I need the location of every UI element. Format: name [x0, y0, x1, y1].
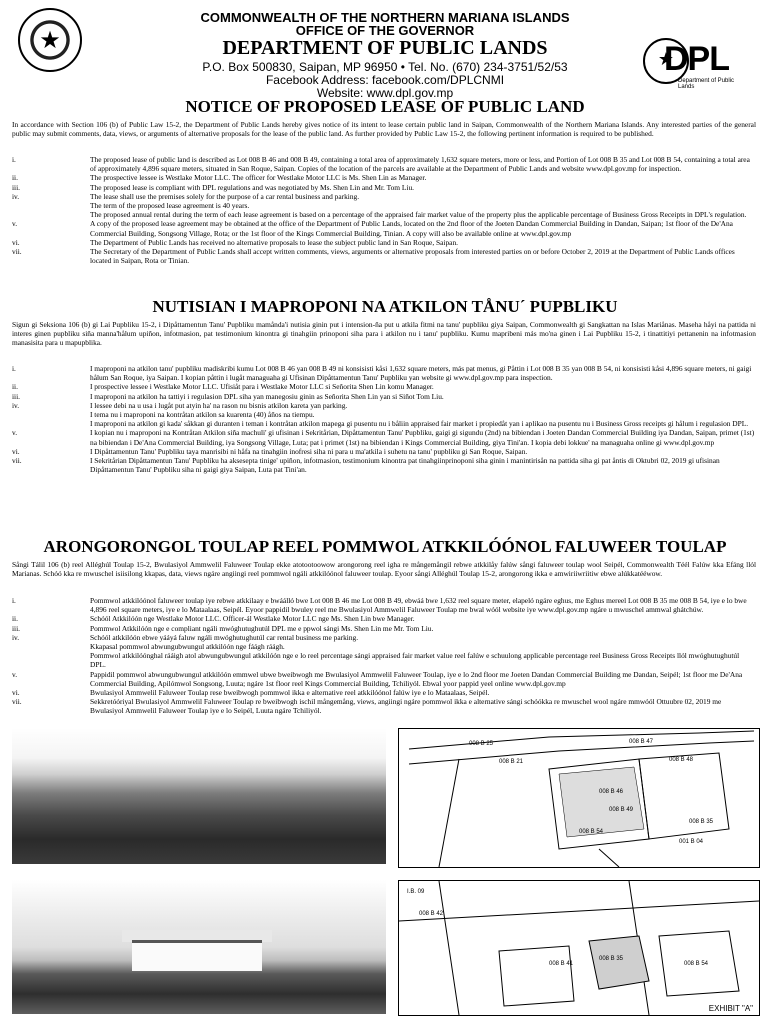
parcel-label: 008 B 25	[469, 741, 494, 747]
chamorro-item	[12, 364, 756, 382]
item-number: ii.	[12, 614, 18, 624]
carolinian-title: ARONGORONGOL TOULAP REEL POMMWOL ATKKILÓÓNOL FALUWEER TOULAP	[43, 537, 727, 556]
item-number: iii.	[12, 623, 21, 633]
item-number	[12, 410, 90, 419]
item-text: Schóól atkkilóón ebwe yááyá faluw ngáli mwóghutughutúl car rental business me parking.	[90, 632, 359, 642]
parcel-map-2	[398, 880, 760, 1016]
chamorro-item	[12, 410, 756, 419]
item-number: i.	[12, 155, 16, 164]
english-item	[12, 201, 756, 210]
item-text: A copy of the proposed lease agreement may be obtained at the office of the Department of Public Lands, located on the 2nd floor of the Joeten Dandan Commercial Building in Dandan, Saipan; 1st floor of the De'Ana Commercial Building, Songsong Village, Rota; or the 1st floor of the Kings Commercial Building, Tinian. A copy will also be available online at www.dpl.gov.mp	[90, 219, 733, 238]
parcel-label: 008 B 47	[629, 739, 654, 745]
item-text: Sekkretóóriyal Bwulasiyol Ammwelil Faluweer Toulap re bweibwogh ischil mångemång, views, angiingi ngáre pommwol ikka e alternative sángi schóókka re mwuschel wool ngáre mmwóól Ottuubre 02, 2019 me Bwulasiyol Ammwelil Faluweer Toulap iye e lo Seipél, Luuta ngáre Tchiliyól.	[90, 697, 722, 716]
item-number: vii.	[12, 697, 22, 707]
item-text: I tema nu i maproponi na kontråtan atkilon sa kuarenta (40) åños na tiempu.	[90, 410, 315, 420]
item-text: I Sekritårian Dipåttamentun Tanu' Pupbliku ha aksesepta tinige' upiñon, infotmasion, testimonium kinontra pat tinahgiinprinoponi siha ginin i manintirisån na pattida siha gi pat åntis di Oktubri 02, 2019 gi ufisinan Dipåttamentun Tanu' Pupbliku siha ni gaigi giya Saipan, Luta pat Tini'an.	[90, 456, 720, 475]
parcel-label: 008 B 35	[689, 819, 714, 825]
item-text: The prospective lessee is Westlake Motor LLC. The officer for Westlake Motor LLC is Ms. Shen Lin as Manager.	[90, 173, 427, 183]
parcel-label: 008 B 54	[684, 961, 709, 967]
carolinian-item	[12, 670, 756, 688]
carolinian-item	[12, 697, 756, 715]
item-text: Pommwol Atkkilóón nge e compliant ngáli mwóghutughutúl DPL me e ppwol sángi Ms. Shen Lin me Mr. Tom Liu.	[90, 623, 434, 633]
item-text: Pappidil pommwol abwungubwungul atkkilóón emmwel ubwe bweibwogh me Bwulasiyol Ammwelil Faluweer Toulap, iye e lo 2nd floor me Joeten Dandan Commercial Building me Dandan, Seipél; 1st floor me De'Ana Commercial Building, Apilómwol Songsong, Luuta; ngáre 1st floor reel Kings Commercial Building, Tchiliyól. Ebwal yoor pappid yeel online www.dpl.gov.mp	[90, 669, 743, 688]
item-text: I maproponi na atkilon ha tattiyi i regulasion DPL siha yan manegosiu ginin as Señorita Shen Lin yan si Siñot Tom Liu.	[90, 391, 444, 401]
item-number: iv.	[12, 632, 20, 642]
dpl-logo-text: DPL	[664, 40, 729, 78]
parcel-label: 001 B 04	[679, 839, 704, 845]
item-text: The proposed lease of public land is described as Lot 008 B 46 and 008 B 49, containing a total area of approximately 1,632 square meters, more or less, and Portion of Lot 008 B 35 and Lot 008 B 54, containing a total area of approximately 4,896 square meters, situated in San Roque, Saipan. Copies of the location of the parcels are available at the Department of Public Lands and website www.dpl.gov.mp for inspection.	[90, 155, 750, 174]
item-number: vi.	[12, 688, 20, 698]
carolinian-item	[12, 688, 756, 697]
carolinian-item	[12, 624, 756, 633]
department-heading: DEPARTMENT OF PUBLIC LANDS	[222, 37, 548, 59]
chamorro-item	[12, 456, 756, 474]
item-text: The proposed lease is compliant with DPL regulations and was negotiated by Ms. Shen Lin and Mr. Tom Liu.	[90, 182, 415, 192]
facebook-address: Facebook Address: facebook.com/DPLCNMI	[265, 73, 505, 87]
chamorro-item	[12, 392, 756, 401]
item-number: vii.	[12, 456, 22, 466]
item-text: The proposed annual rental during the term of each lease agreement is based on a percentage of the appraised fair market value of the property plus the applicable percentage of Business Gross Receipts in DPL's regulation.	[90, 210, 747, 220]
parcel-label: 008 B 48	[669, 757, 694, 763]
office-heading: OFFICE OF THE GOVERNOR	[295, 23, 475, 38]
building-wall	[132, 940, 262, 971]
item-number: i.	[12, 596, 16, 605]
chamorro-item	[12, 447, 756, 456]
item-text: I prospective lessee i Westlake Motor LLC. Ufisiåt para i Westlake Motor LLC si Señorita Shen Lin komu Manager.	[90, 382, 434, 392]
english-item	[12, 173, 756, 182]
item-text: Bwulasiyol Ammwelil Faluweer Toulap rese bweibwogh pommwol ikka e alternative reel atkkilóónol falúw iye e lo Mataalaas, Seipél.	[90, 688, 490, 698]
item-text: Pommwol atkkilóónol faluweer toulap iye rebwe atkkilaay e bwáálló bwe Lot 008 B 46 me Lot 008 B 49, ebwáá bwe 1,632 reel square meter, elapeló ngáre eghus, me Eghus mereel Lot 008 B 35 me 008 B 54, iye e lo bwe 4,896 reel square meters, iye e lo Mataalaas, Seipél. Eyoor pappidil bwuley reel me Bwulasiyol Ammwelil Faluweer Toulap me bwal wóól website iye www.dpl.gov.mp ngáre u mwuschel ammwal ghátchúw.	[90, 596, 747, 615]
carolinian-items	[12, 596, 756, 716]
dpl-logo	[640, 38, 740, 90]
parcel-label: 008 B 54	[579, 829, 604, 835]
item-number: v.	[12, 669, 18, 679]
item-text: I Dipåttamentun Tanu' Pupbliku taya manrisibi ni håfa na tinahgiin inofresi siha ni para u ma'atkila i suhetu na tanu' pupbliku gi San Roque, Saipan.	[90, 446, 528, 456]
item-number	[12, 210, 90, 219]
parcel-label: 008 B 49	[609, 807, 634, 813]
chamorro-title: NUTISIAN I MAPROPONI NA ATKILON TÅNU´ PUPBLIKU	[152, 297, 618, 316]
parcel-label: 008 B 21	[499, 759, 524, 765]
item-number: iv.	[12, 400, 20, 410]
item-number	[12, 642, 90, 651]
item-number	[12, 419, 90, 428]
parcel-label: 008 B 35	[599, 956, 624, 962]
english-items	[12, 155, 756, 265]
carolinian-item	[12, 596, 756, 614]
commonwealth-heading: COMMONWEALTH OF THE NORTHERN MARIANA ISLANDS	[200, 10, 570, 25]
item-text: I kopian nu i maproponi na Kontråtan Atkilon siña machuli' gi ufisinan i Sekritårian, Dipåttamentun Tanu' Pupbliku, gaigi gi sigundu (2nd) na bibiendan i Joeten Dandan Commercial Building iya Dandan, Saipan, primet (1st) na bibiendan i De'Ana Commercial Building, iya Songsong Village, Luta; pat i primet (1st) na bibiendan i Kings Commercial Building, giya Tini'an. I kopia debi lokkue' na managuaha online gi www.dpl.gov.mp	[90, 428, 755, 447]
english-item	[12, 210, 756, 219]
parcel-map-1-drawing	[399, 729, 759, 867]
carolinian-item	[12, 651, 756, 669]
item-number: ii.	[12, 382, 18, 392]
site-photo-shoreline	[12, 728, 386, 864]
item-number: vi.	[12, 446, 20, 456]
parcel-label: I.B. 09	[407, 889, 425, 895]
chamorro-intro: Sigun gi Seksiona 106 (b) gi Lai Pupbliku 15-2, i Dipåttamentun Tanu' Pupbliku mamånda'i nutisia ginin put i intension-ña put u atkila fitmi na tanu' pupbliku giya Saipan, Commonwealth gi Sangkattan na Islas Mariånas. Maseha håyi na pattida ni interes ginen pupbliku siña manna'hålum upiñon, infotmasion, pat testimonium kinontra gi tinahgiin prinoponi siha para i atkilon nu i tanu' pupbliku. Kumu mapribeni más mo'na ginen i Lai Pupbliku 15-2, i tinattitiyi pettanenin na infotmasion manasisita para u mapupblika.	[12, 320, 756, 348]
carolinian-item	[12, 642, 756, 651]
english-item	[12, 192, 756, 201]
english-item	[12, 219, 756, 237]
item-text: I lessee debi na u usa i lugåt put atyin ha' na rason nu bisnis atkilon kareta yan parking.	[90, 400, 348, 410]
parcel-label: 008 B 41	[549, 961, 574, 967]
carolinian-item	[12, 614, 756, 623]
item-number: v.	[12, 219, 18, 229]
item-number: vi.	[12, 237, 20, 247]
exhibit-label: EXHIBIT "A"	[708, 1004, 753, 1013]
chamorro-item	[12, 382, 756, 391]
item-text: I maproponi na atkilon tanu' pupbliku madiskribi kumu Lot 008 B 46 yan 008 B 49 ni konsisisti kåsi 1,632 square meters, más pat menus, gi Påttin i Lot 008 B 35 yan 008 B 54, ni konsisisti kåsi 4,896 square meters, ni gaigi hålum San Roque, iya Saipan. I kopian påttin i lugåt managuaha gi Ufisinan Dipåttamentun Tanu' Pupbliku yan website gi www.dpl.gov.mp para inspection.	[90, 364, 752, 383]
chamorro-item	[12, 401, 756, 410]
english-item	[12, 155, 756, 173]
english-title: NOTICE OF PROPOSED LEASE OF PUBLIC LAND	[185, 97, 585, 116]
item-number: ii.	[12, 173, 18, 183]
item-number	[12, 651, 90, 669]
carolinian-intro: Sångi Tálil 106 (b) reel Alléghúl Toulap 15-2, Bwulasiyol Ammwelil Faluweer Toulap ekke atotootoowow arongorong reel igha re mångemångil rebwe atkkilåy falúw sångi faluweer toulap wool Seipél, Commonwealth Téél Falúw kka Efáng llól Marianas. Schóó kka re mwuschel isiisilong kkapas, data, views ngáre angiingi reel pommwol ngáli atkkilóónol faluweer toulap. Eyoor sångi Alléghúl Toulap 15-2, arongorong ikka e amwiriiwriitiw ebwe alúkkatééwow.	[12, 560, 756, 579]
parcel-map-2-drawing	[399, 881, 759, 1015]
item-text: Schóól Atkkilóón nge Westlake Motor LLC. Officer-ál Westlake Motor LLC nge Ms. Shen Lin bwe Manager.	[90, 614, 415, 624]
english-item	[12, 183, 756, 192]
website-address: Website: www.dpl.gov.mp	[316, 86, 454, 100]
chamorro-item	[12, 428, 756, 446]
english-intro: In accordance with Section 106 (b) of Public Law 15-2, the Department of Public Lands hereby gives notice of its intent to lease certain public land in Saipan, Commonwealth of the Northern Mariana Islands. Any interested parties of the general public may submit comments, data, views, or arguments of alternative proposals for the lease of the public land. As further provided by Public Law 15-2, the following pertinent information is required to be published.	[12, 120, 756, 139]
english-item	[12, 247, 756, 265]
chamorro-item	[12, 419, 756, 428]
site-photo-building	[12, 880, 386, 1014]
parcel-map-1	[398, 728, 760, 868]
item-number: i.	[12, 364, 16, 373]
item-text: Kkapasal pommwol abwungubwungul atkkilóón nge fáágh ráágh.	[90, 642, 285, 652]
item-text: I maproponi na atkilon gi kada' såkkan gi duranten i teman i kontråtan atkilon mapega gi pusentu nu i båliin appraised fair market i propiedåt yan i aplikao na pusentu nu i Business Gross receipts gi hålum i regulasion DPL.	[90, 419, 749, 429]
item-text: The lease shall use the premises solely for the purpose of a car rental business and parking.	[90, 191, 360, 201]
item-number	[12, 201, 90, 210]
contact-address: P.O. Box 500830, Saipan, MP 96950 • Tel. No. (670) 234-3751/52/53	[202, 60, 568, 74]
item-number: vii.	[12, 247, 22, 257]
item-text: The Department of Public Lands has received no alternative proposals to lease the subject public land in San Roque, Saipan.	[90, 237, 458, 247]
item-number: iii.	[12, 182, 21, 192]
item-text: The Secretary of the Department of Public Lands shall accept written comments, views, arguments or alternative proposals from interested parties on or before October 2, 2019 at the Department of Public Lands offices located in Saipan, Rota or Tinian.	[90, 247, 735, 266]
english-item	[12, 238, 756, 247]
item-number: v.	[12, 428, 18, 438]
item-text: Pommwol atkkilóónghal rááigh atol abwungubwungul atkkilóón nge e lo reel percentage sángi appraised fair market value reel falúw e schuulong applicable percentage reel Business Gross Receipts llól mwóghutughutúl DPL.	[90, 651, 740, 670]
carolinian-item	[12, 633, 756, 642]
item-text: The term of the proposed lease agreement is 40 years.	[90, 201, 250, 211]
chamorro-items	[12, 364, 756, 474]
item-number: iii.	[12, 391, 21, 401]
item-number: iv.	[12, 191, 20, 201]
parcel-label: 008 B 46	[599, 789, 624, 795]
parcel-label: 008 B 42	[419, 911, 444, 917]
dpl-logo-subtitle: Department of Public Lands	[678, 78, 735, 90]
